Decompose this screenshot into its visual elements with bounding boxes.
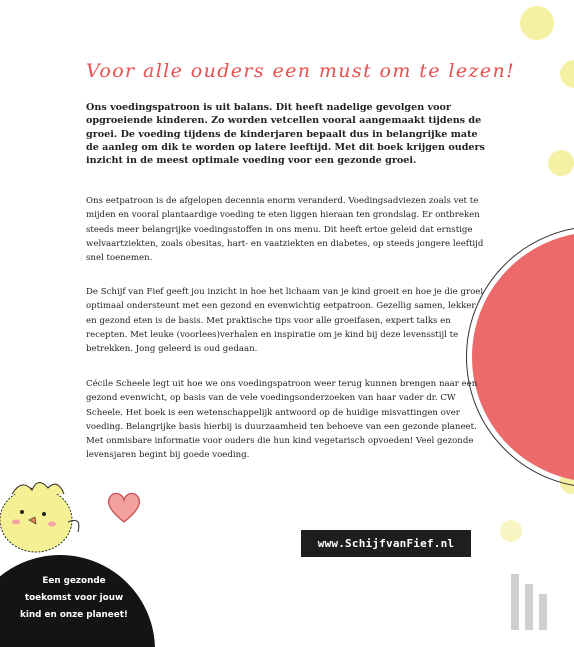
publisher-logo-icon [505,570,553,634]
chick-illustration-icon [0,462,92,558]
decorative-dot [520,6,554,40]
tagline-line-3: kind en onze planeet! [20,610,128,620]
heart-icon [104,489,144,525]
tagline-line-2: toekomst voor jouw [24,593,124,603]
paragraph-3: Cécile Scheele legt uit hoe we ons voedingspatroon weer terug kunnen brengen naar een gezond evenwicht, op basis van de vele voedingsonderzoeken van haar vader dr. CW Scheele. Het boek is een wetenschappelijk antwoord op de huidige misvattingen over voeding. Belangrijke basis hierbij is duurzaamheid ten behoeve van een gezonde planeet. Met onmisbare informatie voor ouders die hun kind vegetarisch opvoeden! Veel gezonde levensjaren begint bij goede voeding. [86,379,478,461]
decorative-dot [548,150,574,176]
tagline-text [14,573,134,624]
tagline-line-1: Een gezonde [42,576,106,586]
headline: Voor alle ouders een must om te lezen! [86,60,516,82]
decorative-dot [500,520,522,542]
paragraph-1: Ons eetpatroon is de afgelopen decennia enorm veranderd. Voedingsadviezen zoals vet te mijden en vooral plantaardige voeding te eten liggen hieraan ten grondslag. Er ontbreken steeds meer belangrijke voedingsstoffen in ons menu. Dit heeft ertoe geleid dat ernstige welvaartziekten, zoals obesitas, hart- en vaatziekten en diabetes, op steeds jongere leeftijd snel toenemen. [86,196,484,264]
decorative-dot [560,60,574,88]
intro-paragraph: Ons voedingspatroon is uit balans. Dit heeft nadelige gevolgen voor opgroeiende kinderen. Zo worden vetcellen vooral aangemaakt tijdens de groei. De voeding tijdens de kinderjaren bepaalt dus in belangrijke mate de aanleg om dik te worden op latere leeftijd. Met dit boek krijgen ouders inzicht in de meest optimale voeding voor een gezonde groei. [86,102,485,167]
website-badge[interactable]: www.SchijfvanFief.nl [301,530,471,557]
paragraph-2: De Schijf van Fief geeft jou inzicht in hoe het lichaam van je kind groeit en hoe je die groei optimaal ondersteunt met een gezond en evenwichtig eetpatroon. Gezellig samen, lekker en gezond eten is de basis. Met praktische tips voor alle groeifasen, expert talks en recepten. Met leuke (voorlees)verhalen en inspiratie om je kind bij deze levensstijl te betrekken. Jong geleerd is oud gedaan. [86,287,484,355]
